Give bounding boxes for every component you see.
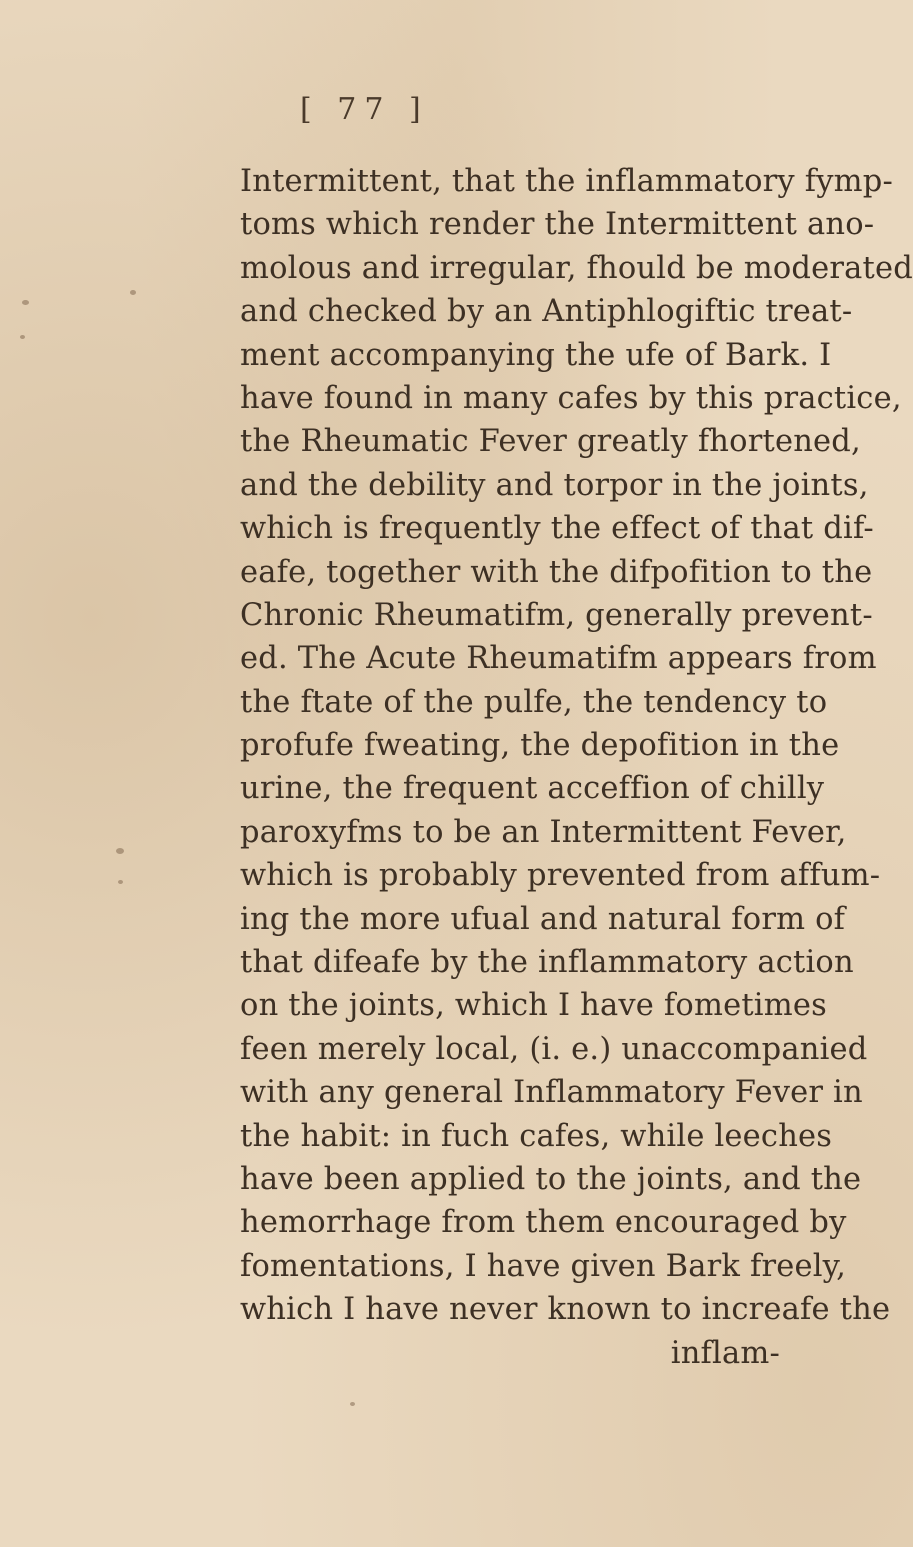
- text-line: which is probably prevented from affum-: [240, 858, 881, 894]
- text-line: have been applied to the joints, and the: [240, 1161, 862, 1197]
- paper-fleck: [116, 848, 124, 854]
- body-text: [240, 160, 913, 1375]
- paper-fleck: [350, 1402, 355, 1406]
- text-line: with any general Inflammatory Fever in: [240, 1075, 863, 1111]
- paper-fleck: [22, 300, 29, 305]
- text-line: feen merely local, (i. e.) unaccompanied: [240, 1031, 868, 1067]
- text-line: which I have never known to increafe the: [240, 1292, 891, 1328]
- text-line: have found in many cafes by this practice,: [240, 380, 902, 416]
- text-line: paroxyfms to be an Intermittent Fever,: [240, 814, 847, 850]
- text-line: Chronic Rheumatifm, generally prevent-: [240, 597, 873, 633]
- text-line: ing the more ufual and natural form of: [240, 901, 846, 937]
- text-line: eafe, together with the difpofition to the: [240, 554, 873, 590]
- catchword: inflam-: [670, 1335, 780, 1371]
- paper-fleck: [20, 335, 25, 339]
- text-line: Intermittent, that the inflammatory fymp-: [240, 164, 894, 199]
- text-line: on the joints, which I have fometimes: [240, 988, 827, 1024]
- paper-fleck: [130, 290, 136, 295]
- paper-fleck: [118, 880, 123, 884]
- text-line: the Rheumatic Fever greatly fhortened,: [240, 424, 861, 460]
- text-line: the ftate of the pulfe, the tendency to: [240, 684, 828, 720]
- text-line: fomentations, I have given Bark freely,: [240, 1248, 846, 1284]
- text-line: that difeafe by the inflammatory action: [240, 945, 854, 981]
- page-number: [ 77 ]: [300, 92, 429, 127]
- text-line: ment accompanying the ufe of Bark. I: [240, 337, 832, 373]
- text-line: and the debility and torpor in the joints,: [240, 467, 869, 503]
- text-line: urine, the frequent acceffion of chilly: [240, 771, 825, 807]
- text-line: and checked by an Antiphlogiftic treat-: [240, 294, 853, 330]
- text-line: molous and irregular, fhould be moderated: [240, 250, 913, 286]
- text-line: profufe fweating, the depofition in the: [240, 728, 840, 764]
- text-line: which is frequently the effect of that dif-: [240, 511, 874, 547]
- text-line: ed. The Acute Rheumatifm appears from: [240, 641, 877, 677]
- text-line: the habit: in fuch cafes, while leeches: [240, 1118, 833, 1154]
- text-line: toms which render the Intermittent ano-: [240, 207, 875, 243]
- text-line: hemorrhage from them encouraged by: [240, 1205, 847, 1241]
